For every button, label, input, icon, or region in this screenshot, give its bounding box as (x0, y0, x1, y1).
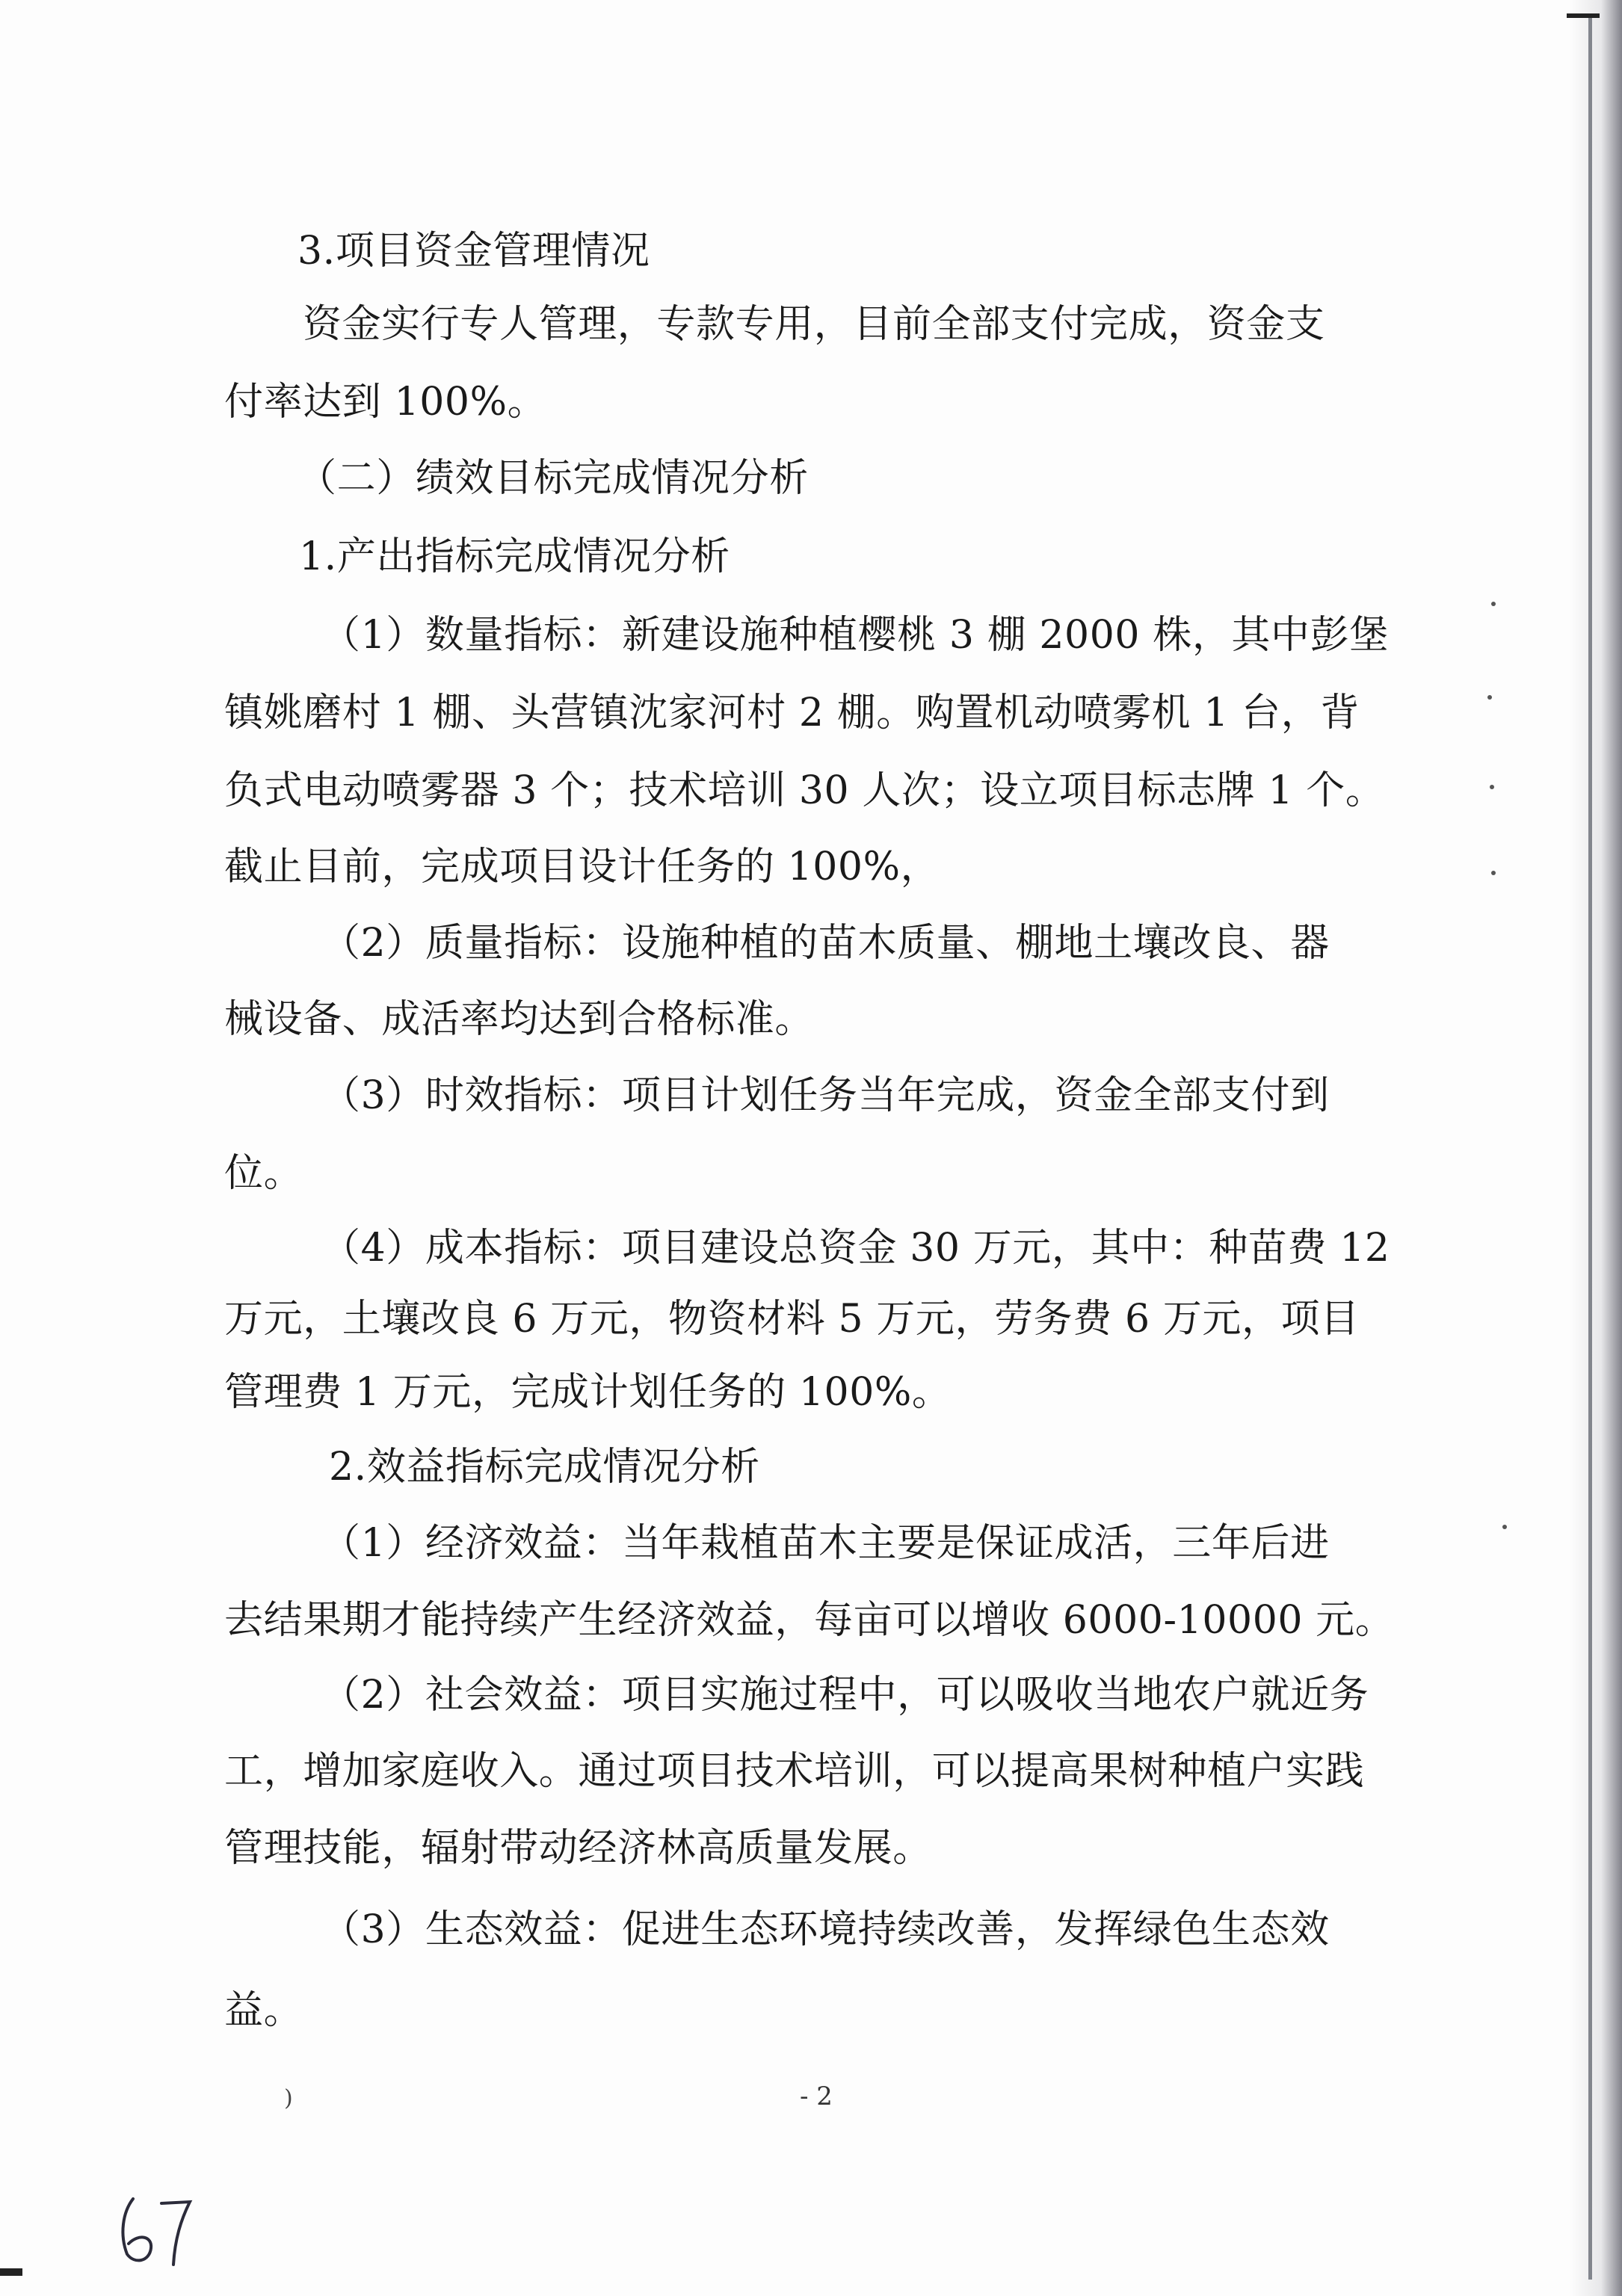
scan-speck (1491, 871, 1496, 875)
paragraph-line: （3）时效指标：项目计划任务当年完成，资金全部支付到 (321, 1073, 1330, 1118)
scan-shadow-edge (1570, 0, 1622, 2296)
paragraph-line: 管理技能，辐射带动经济林高质量发展。 (224, 1826, 932, 1871)
paragraph-line: 镇姚磨村 1 棚、头营镇沈家河村 2 棚。购置机动喷雾机 1 台，背 (224, 691, 1360, 735)
scan-edge-line (1588, 15, 1592, 2280)
paragraph-line: 管理费 1 万元，完成计划任务的 100%。 (224, 1370, 952, 1415)
paragraph-line: 截止目前，完成项目设计任务的 100%， (224, 845, 940, 889)
paragraph-line: （1）经济效益：当年栽植苗木主要是保证成活，三年后进 (321, 1521, 1330, 1566)
paragraph-line: 资金实行专人管理，专款专用，目前全部支付完成，资金支 (303, 302, 1325, 347)
handwritten-note (112, 2190, 202, 2272)
corner-mark (1567, 13, 1600, 18)
section-heading: （二）绩效目标完成情况分析 (297, 456, 809, 501)
paragraph-line: （2）质量指标：设施种植的苗木质量、棚地土壤改良、器 (321, 921, 1330, 966)
corner-mark (0, 2268, 22, 2276)
paragraph-line: 去结果期才能持续产生经济效益，每亩可以增收 6000-10000 元。 (224, 1598, 1395, 1643)
section-heading: 2.效益指标完成情况分析 (329, 1445, 760, 1490)
section-heading: 1.产出指标完成情况分析 (299, 534, 730, 579)
paragraph-line: 益。 (224, 1988, 303, 2033)
scan-speck (1490, 785, 1494, 789)
paragraph-line: （4）成本指标：项目建设总资金 30 万元，其中：种苗费 12 (321, 1226, 1390, 1271)
scan-speck (1502, 1525, 1507, 1529)
paragraph-line: 付率达到 100%。 (224, 380, 547, 425)
paragraph-line: （2）社会效益：项目实施过程中，可以吸收当地农户就近务 (321, 1673, 1369, 1718)
paragraph-line: 万元，土壤改良 6 万元，物资材料 5 万元，劳务费 6 万元，项目 (224, 1297, 1360, 1342)
paragraph-line: 位。 (224, 1151, 303, 1196)
scan-mark: ) (284, 2085, 293, 2111)
paragraph-line: （3）生态效益：促进生态环境持续改善，发挥绿色生态效 (321, 1907, 1330, 1952)
scan-speck (1491, 602, 1496, 606)
scan-speck (1487, 695, 1492, 700)
paragraph-line: （1）数量指标：新建设施种植樱桃 3 棚 2000 株，其中彭堡 (321, 613, 1389, 658)
paragraph-line: 负式电动喷雾器 3 个；技术培训 30 人次；设立项目标志牌 1 个。 (224, 768, 1385, 813)
section-heading: 3.项目资金管理情况 (297, 229, 650, 274)
paragraph-line: 工，增加家庭收入。通过项目技术培训，可以提高果树种植户实践 (224, 1749, 1365, 1794)
page-number: - 2 (800, 2081, 833, 2111)
paragraph-line: 械设备、成活率均达到合格标准。 (224, 997, 815, 1042)
